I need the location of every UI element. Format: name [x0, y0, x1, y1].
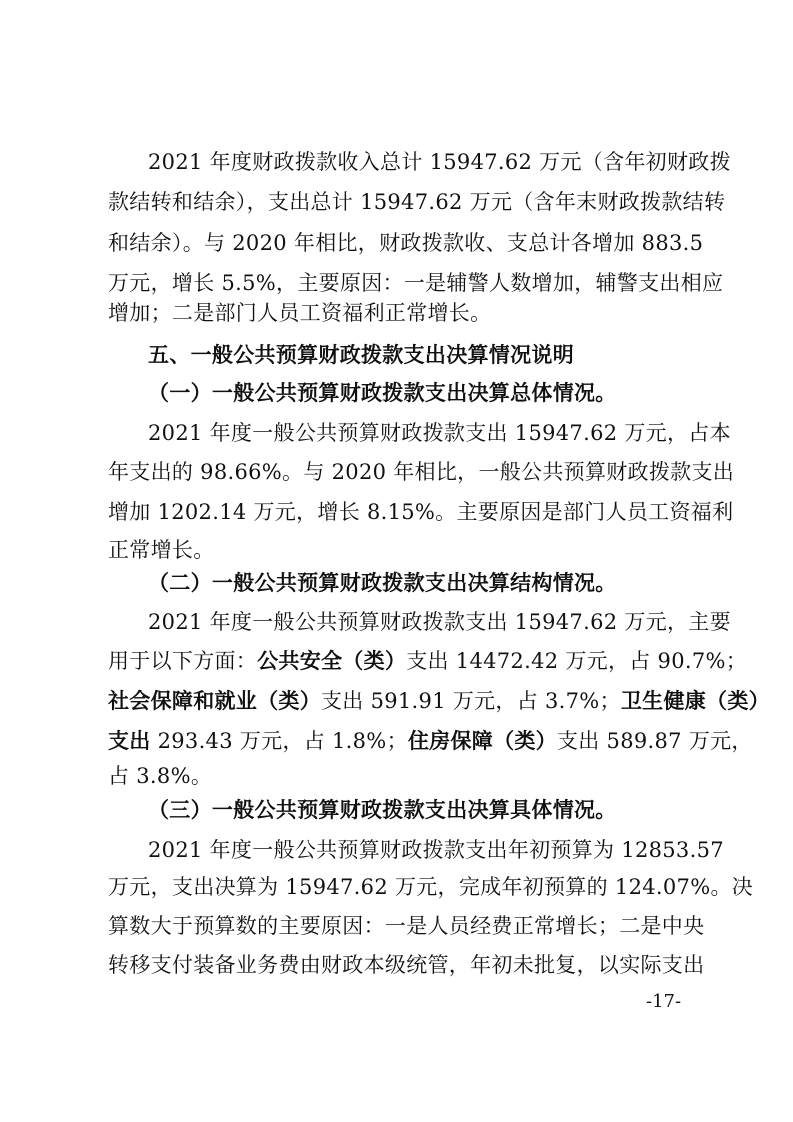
paragraph-line: 增加 1202.14 万元，增长 8.15%。主要原因是部门人员工资福利 — [108, 500, 734, 524]
paragraph-line: 和结余）。与 2020 年相比，财政拨款收、支总计各增加 883.5 — [108, 231, 704, 255]
text-segment: 支出 591.91 万元，占 3.7%； — [321, 689, 621, 713]
paragraph-line: 算数大于预算数的主要原因：一是人员经费正常增长；二是中央 — [108, 914, 705, 938]
paragraph-line: 万元，支出决算为 15947.62 万元，完成年初预算的 124.07%。决 — [108, 875, 754, 899]
category-label: 支出 — [108, 729, 151, 753]
category-label: 卫生健康（类） — [620, 689, 770, 713]
text-segment: 支出 14472.42 万元，占 90.7%； — [406, 649, 748, 673]
paragraph-line: 转移支付装备业务费由财政本级统管，年初未批复，以实际支出 — [108, 953, 705, 977]
paragraph-line — [108, 726, 753, 756]
paragraph-line: 2021 年度一般公共预算财政拨款支出 15947.62 万元，占本 — [148, 421, 731, 445]
subsection-heading: （二）一般公共预算财政拨款支出决算结构情况。 — [148, 571, 617, 595]
subsection-heading: （三）一般公共预算财政拨款支出决算具体情况。 — [148, 798, 617, 822]
paragraph-line: 2021 年度财政拨款收入总计 15947.62 万元（含年初财政拨 — [148, 150, 731, 174]
text-segment: 支出 589.87 万元， — [556, 729, 753, 753]
paragraph-line: 2021 年度一般公共预算财政拨款支出年初预算为 12853.57 — [148, 838, 724, 862]
paragraph-line: 2021 年度一般公共预算财政拨款支出 15947.62 万元，主要 — [148, 610, 731, 634]
paragraph-line: 万元，增长 5.5%，主要原因：一是辅警人数增加，辅警支出相应 — [108, 271, 724, 295]
category-label: 社会保障和就业（类） — [108, 689, 321, 713]
paragraph-line: 正常增长。 — [108, 538, 215, 562]
section-heading: 五、一般公共预算财政拨款支出决算情况说明 — [148, 343, 574, 367]
paragraph-line: 占 3.8%。 — [108, 764, 213, 788]
paragraph-line: 款结转和结余），支出总计 15947.62 万元（含年末财政拨款结转 — [108, 190, 726, 214]
paragraph-line: 增加；二是部门人员工资福利正常增长。 — [108, 301, 492, 325]
subsection-heading: （一）一般公共预算财政拨款支出决算总体情况。 — [148, 381, 617, 405]
text-segment: 293.43 万元，占 1.8%； — [150, 729, 408, 753]
category-label: 住房保障（类） — [407, 729, 557, 753]
paragraph-line: 年支出的 98.66%。与 2020 年相比，一般公共预算财政拨款支出 — [108, 460, 735, 484]
paragraph-line — [108, 686, 770, 716]
text-segment: 用于以下方面： — [108, 649, 258, 673]
paragraph-line — [108, 646, 748, 676]
page-number: -17- — [646, 991, 682, 1012]
category-label: 公共安全（类） — [257, 649, 407, 673]
